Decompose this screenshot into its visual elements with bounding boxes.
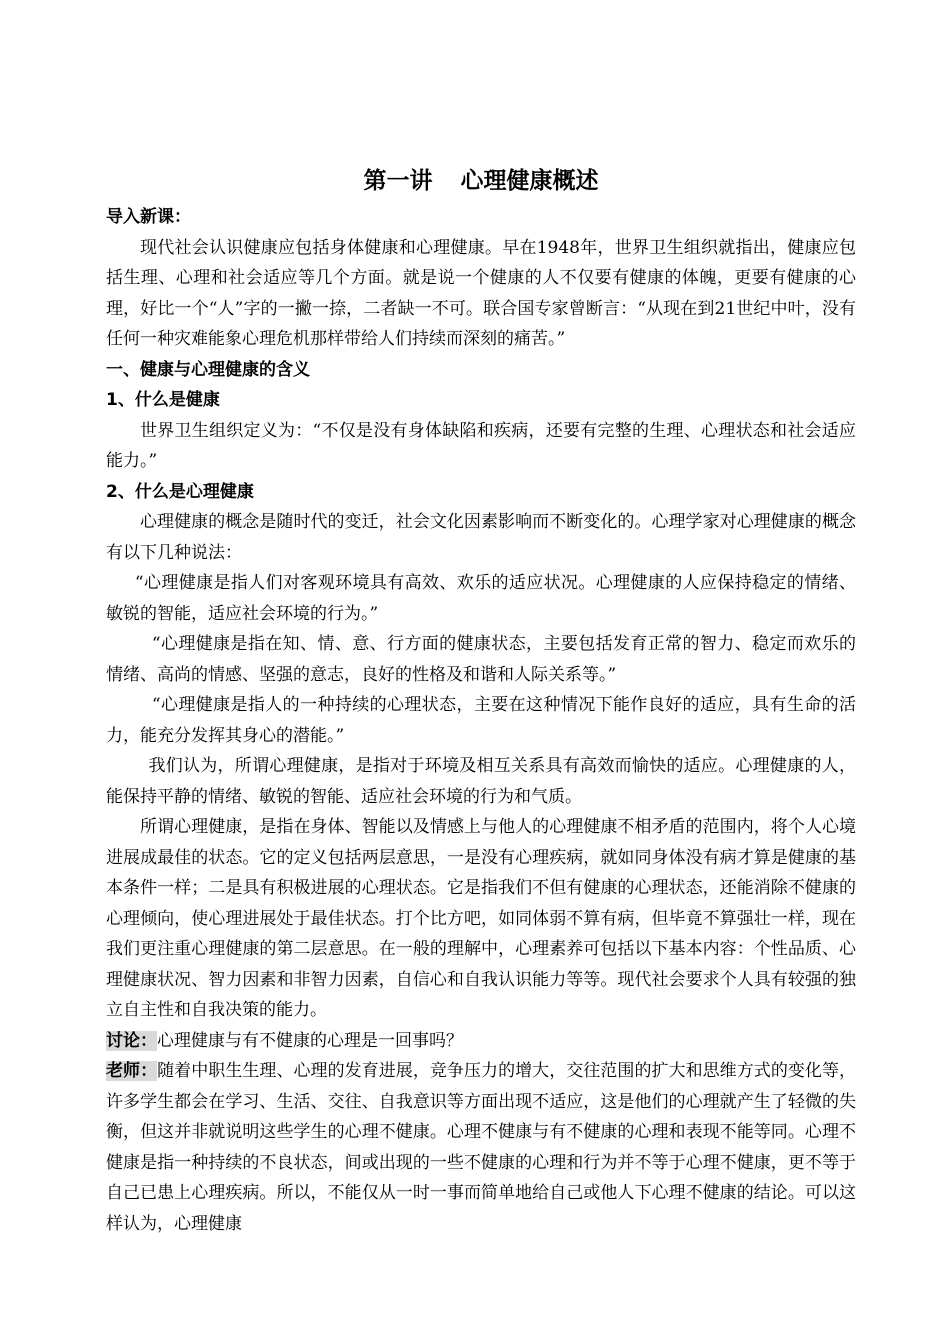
title-lecture-number: 第一讲 (363, 168, 433, 194)
discussion-label: 讨论： (106, 1030, 157, 1051)
document-content (106, 160, 856, 1239)
teacher-paragraph (106, 1056, 856, 1239)
sub2-heading: 2、什么是心理健康 (106, 481, 254, 502)
sub2-quote-2: “心理健康是指在知、情、意、行方面的健康状态，主要包括发育正常的智力、稳定而欢乐的情绪、高尚的情感、坚强的意志，良好的性格及和谐和人际关系等。” (106, 634, 856, 685)
sub1-paragraph: 世界卫生组织定义为：“不仅是没有身体缺陷和疾病，还要有完整的生理、心理状态和社会适应能力。” (106, 420, 856, 471)
teacher-text: 随着中职生生理、心理的发育进展，竞争压力的增大，交往范围的扩大和思维方式的变化等，许多学生都会在学习、生活、交往、自我意识等方面出现不适应，这是他们的心理就产生了轻微的失衡，但这并非就说明这些学生的心理不健康。心理不健康与有不健康的心理和表现不能等同。心理不健康是指一种持续的不良状态，间或出现的一些不健康的心理和行为并不等于心理不健康，更不等于自己已患上心理疾病。所以，不能仅从一时一事而简单地给自己或他人下心理不健康的结论。可以这样认为，心理健康 (106, 1061, 856, 1234)
title-topic: 心理健康概述 (460, 168, 599, 194)
page-title (106, 160, 856, 202)
sub1-heading: 1、什么是健康 (106, 390, 220, 410)
sub2-quote-3: “心理健康是指人的一种持续的心理状态，主要在这种情况下能作良好的适应，具有生命的活力，能充分发挥其身心的潜能。” (106, 695, 856, 746)
sub2-paragraph-3: 所谓心理健康，是指在身体、智能以及情感上与他人的心理健康不相矛盾的范围内，将个人心境进展成最佳的状态。它的定义包括两层意思，一是没有心理疾病，就如同身体没有病才算是健康的基本条件一样；二是具有积极进展的心理状态。它是指我们不但有健康的心理状态，还能消除不健康的心理倾向，使心理进展处于最佳状态。打个比方吧，如同体弱不算有病，但毕竟不算强壮一样，现在我们更注重心理健康的第二层意思。在一般的理解中，心理素养可包括以下基本内容：个性品质、心理健康状况、智力因素和非智力因素，自信心和自我认识能力等等。现代社会要求个人具有较强的独立自主性和自我决策的能力。 (106, 817, 856, 1020)
discussion-text: 心理健康与有不健康的心理是一回事吗？ (157, 1030, 463, 1051)
sub2-paragraph-2: 我们认为，所谓心理健康，是指对于环境及相互关系具有高效而愉快的适应。心理健康的人，能保持平静的情绪、敏锐的智能、适应社会环境的行为和气质。 (106, 756, 856, 807)
sub2-paragraph-1: 心理健康的概念是随时代的变迁，社会文化因素影响而不断变化的。心理学家对心理健康的概念有以下几种说法： (106, 512, 856, 563)
intro-heading: 导入新课： (106, 207, 191, 227)
discussion-paragraph (106, 1026, 856, 1057)
section1-heading: 一、健康与心理健康的含义 (106, 359, 310, 380)
teacher-label: 老师： (106, 1061, 158, 1081)
sub2-quote-1: “心理健康是指人们对客观环境具有高效、欢乐的适应状况。心理健康的人应保持稳定的情绪、敏锐的智能，适应社会环境的行为。” (106, 573, 856, 624)
intro-paragraph: 现代社会认识健康应包括身体健康和心理健康。早在1948年，世界卫生组织就指出，健康应包括生理、心理和社会适应等几个方面。就是说一个健康的人不仅要有健康的体魄，更要有健康的心理，好比一个“人”字的一撇一捺，二者缺一不可。联合国专家曾断言：“从现在到21世纪中叶，没有任何一种灾难能象心理危机那样带给人们持续而深刻的痛苦。” (106, 237, 856, 349)
